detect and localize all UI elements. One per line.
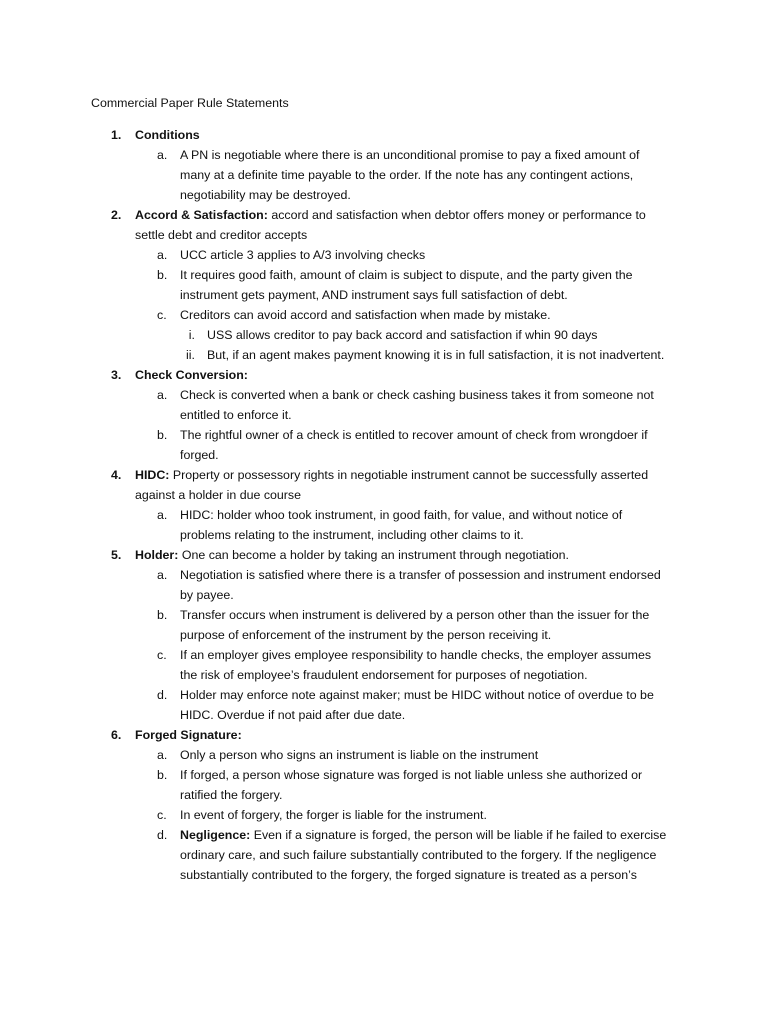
list-item: [135, 425, 668, 465]
section-2: [91, 205, 668, 365]
section-text: Property or possessory rights in negotiable instrument cannot be successfully asserted against a holder in due course: [135, 468, 649, 502]
item-letter: d.: [157, 688, 168, 702]
section-heading: Check Conversion:: [135, 368, 248, 382]
document-title: Commercial Paper Rule Statements: [91, 96, 289, 110]
list-item: [135, 765, 668, 805]
item-letter: a.: [157, 248, 168, 262]
section-4: [91, 465, 668, 545]
section-number: 4.: [111, 468, 122, 482]
section-items: [135, 385, 668, 465]
section-heading: Holder:: [135, 548, 179, 562]
item-letter: a.: [157, 148, 168, 162]
subitem-numeral: i.: [188, 328, 195, 342]
section-3: [91, 365, 668, 465]
item-text: Even if a signature is forged, the person will be liable if he failed to exercise ordinary care, and such failure substantially contributed to the forgery. If the negligence substantially contributed to the forgery, the forged signature is treated as a person’s: [180, 828, 667, 882]
list-item: [135, 645, 668, 685]
section-heading: Accord & Satisfaction:: [135, 208, 268, 222]
section-number: 3.: [111, 368, 122, 382]
rule-list: [91, 125, 668, 885]
item-letter: b.: [157, 768, 168, 782]
item-letter: b.: [157, 268, 168, 282]
list-item: [135, 685, 668, 725]
section-number: 6.: [111, 728, 122, 742]
item-letter: d.: [157, 828, 168, 842]
section-heading: Forged Signature:: [135, 728, 242, 742]
section-items: [135, 245, 668, 325]
item-text: A PN is negotiable where there is an unconditional promise to pay a fixed amount of many at a definite time payable to the order. If the note has any contingent actions, negotiability may be destroyed.: [180, 148, 640, 202]
item-letter: a.: [157, 748, 168, 762]
item-text: Creditors can avoid accord and satisfaction when made by mistake.: [180, 308, 551, 322]
item-text: HIDC: holder whoo took instrument, in good faith, for value, and without notice of problems relating to the instrument, including other claims to it.: [180, 508, 623, 542]
section-1: [91, 125, 668, 205]
list-subitem: [135, 325, 668, 345]
item-text: Transfer occurs when instrument is delivered by a person other than the issuer for the purpose of enforcement of the instrument by the person receiving it.: [180, 608, 650, 642]
list-item: [135, 745, 668, 765]
item-letter: c.: [157, 808, 167, 822]
item-letter: c.: [157, 308, 167, 322]
item-letter: b.: [157, 428, 168, 442]
subitem-text: But, if an agent makes payment knowing it is in full satisfaction, it is not inadvertent.: [207, 348, 665, 362]
item-text: Holder may enforce note against maker; must be HIDC without notice of overdue to be HIDC. Overdue if not paid after due date.: [180, 688, 654, 722]
item-text: It requires good faith, amount of claim is subject to dispute, and the party given the instrument gets payment, AND instrument says full satisfaction of debt.: [180, 268, 633, 302]
item-letter: a.: [157, 568, 168, 582]
section-items: [135, 145, 668, 205]
section-6: [91, 725, 668, 885]
list-item: [135, 825, 668, 885]
section-heading: Conditions: [135, 128, 200, 142]
section-number: 2.: [111, 208, 122, 222]
item-text: If an employer gives employee responsibility to handle checks, the employer assumes the risk of employee’s fraudulent endorsement for purposes of negotiation.: [180, 648, 652, 682]
item-text: In event of forgery, the forger is liable for the instrument.: [180, 808, 487, 822]
item-text: If forged, a person whose signature was forged is not liable unless she authorized or ratified the forgery.: [180, 768, 643, 802]
list-subitem: [135, 345, 668, 365]
subitem-text: USS allows creditor to pay back accord and satisfaction if whin 90 days: [207, 328, 598, 342]
section-items: [135, 505, 668, 545]
item-letter: c.: [157, 648, 167, 662]
section-heading: HIDC:: [135, 468, 170, 482]
section-items: [135, 745, 668, 885]
item-text: The rightful owner of a check is entitled to recover amount of check from wrongdoer if forged.: [180, 428, 648, 462]
item-text: UCC article 3 applies to A/3 involving checks: [180, 248, 426, 262]
list-item: [135, 505, 668, 545]
list-item: [135, 265, 668, 305]
section-number: 1.: [111, 128, 122, 142]
item-lead: Negligence:: [180, 828, 251, 842]
item-letter: a.: [157, 508, 168, 522]
section-items: [135, 565, 668, 725]
list-item: [135, 145, 668, 205]
list-item: [135, 605, 668, 645]
section-text: One can become a holder by taking an instrument through negotiation.: [181, 548, 569, 562]
list-item: [135, 385, 668, 425]
list-item: [135, 805, 668, 825]
item-text: Check is converted when a bank or check cashing business takes it from someone not entitled to enforce it.: [180, 388, 654, 422]
list-item: [135, 565, 668, 605]
section-text: accord and satisfaction when debtor offers money or performance to settle debt and creditor accepts: [135, 208, 646, 242]
item-text: Negotiation is satisfied where there is a transfer of possession and instrument endorsed by payee.: [180, 568, 661, 602]
section-number: 5.: [111, 548, 122, 562]
item-letter: a.: [157, 388, 168, 402]
list-item: [135, 305, 668, 325]
subitem-numeral: ii.: [186, 348, 195, 362]
section-subitems: [135, 325, 668, 365]
item-text: Only a person who signs an instrument is liable on the instrument: [180, 748, 539, 762]
list-item: [135, 245, 668, 265]
section-5: [91, 545, 668, 725]
item-letter: b.: [157, 608, 168, 622]
